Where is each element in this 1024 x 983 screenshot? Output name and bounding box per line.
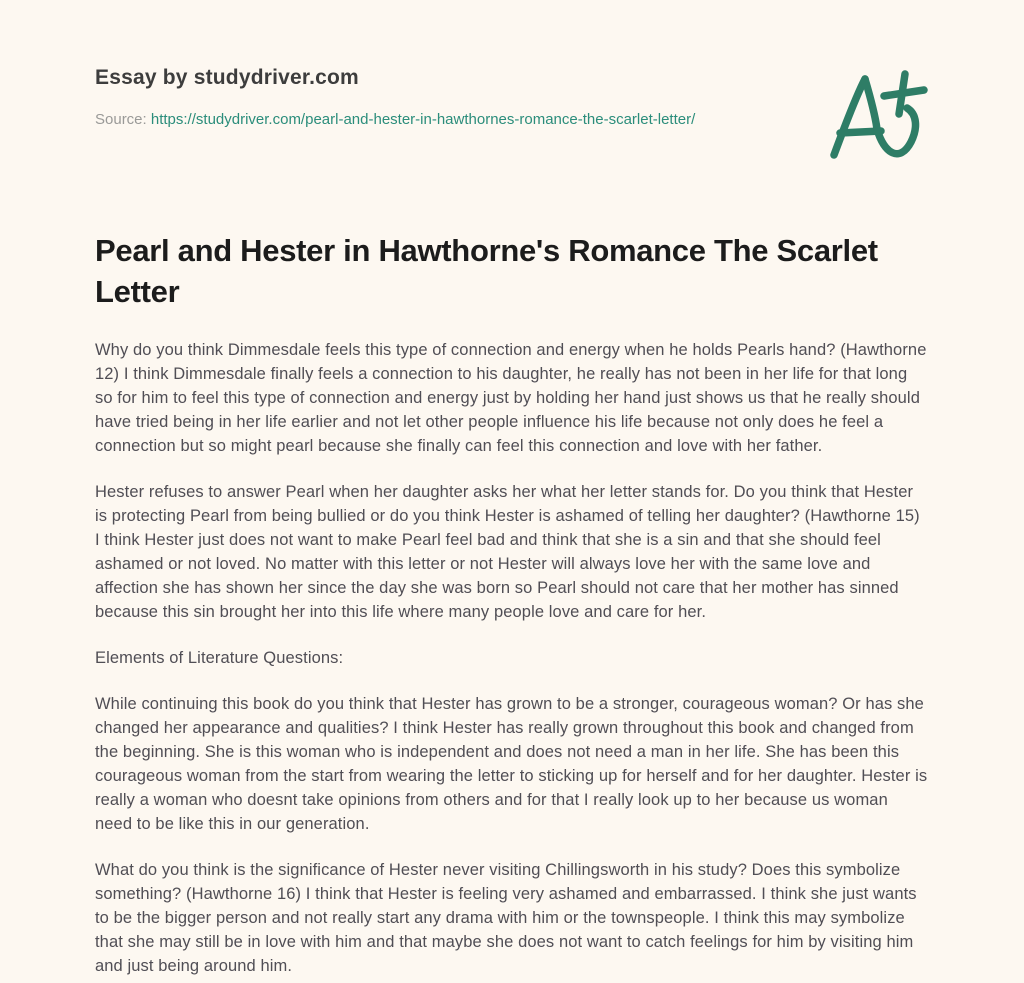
essay-paragraph: Why do you think Dimmesdale feels this type of connection and energy when he holds Pearls hand? (Hawthorne 12) I think Dimmesdale finally feels a connection to his daughter, he really has not been in her life for that long so for him to feel this type of connection and energy just by holding her hand just shows us that he really should have tried being in her life earlier and not let other people influence his life because not only does he feel a connection but so might pearl because she finally can feel this connection and love with her father. [95, 341, 927, 455]
document-header [95, 66, 929, 134]
essay-paragraph-section-label: Elements of Literature Questions: [95, 649, 344, 667]
article-body [95, 338, 928, 978]
source-line [95, 106, 750, 134]
essay-by-heading: Essay by studydriver.com [95, 66, 359, 89]
article-title: Pearl and Hester in Hawthorne's Romance The Scarlet Letter [95, 233, 878, 309]
source-link[interactable]: https://studydriver.com/pearl-and-hester-in-hawthornes-romance-the-scarlet-letter/ [150, 111, 696, 128]
essay-paragraph: Hester refuses to answer Pearl when her daughter asks her what her letter stands for. Do you think that Hester is protecting Pearl from being bullied or do you think Hester is ashamed of telling her daughter? (Hawthorne 15) I think Hester just does not want to make Pearl feel bad and think that she is a sin and that she should feel ashamed or not loved. No matter with this letter or not Hester will always love her with the same love and affection she has shown her since the day she was born so Pearl should not care that her mother has sinned because this sin brought her into this life where many people love and care for her. [95, 483, 920, 621]
essay-paragraph: What do you think is the significance of Hester never visiting Chillingsworth in his study? Does this symbolize something? (Hawthorne 16) I think that Hester is feeling very ashamed and embarrassed. I think she just wants to be the bigger person and not really start any drama with him or the townspeople. I think this may symbolize that she may still be in love with him and that maybe she does not want to catch feelings for him by visiting him and just being around him. [95, 861, 917, 975]
source-label: Source: [95, 111, 147, 128]
studydriver-a-plus-logo-icon [820, 66, 930, 166]
essay-paragraph: While continuing this book do you think that Hester has grown to be a stronger, courageous woman? Or has she changed her appearance and qualities? I think Hester has really grown throughout this book and changed from the beginning. She is this woman who is independent and does not need a man in her life. She has been this courageous woman from the start from wearing the letter to sticking up for herself and for her daughter. Hester is really a woman who doesnt take opinions from others and for that I really look up to her because us woman need to be like this in our generation. [95, 695, 928, 833]
essay-article [95, 230, 929, 978]
